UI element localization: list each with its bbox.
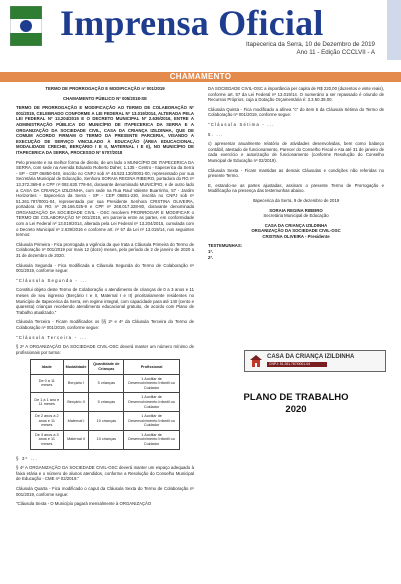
table-row [31,393,180,412]
table-header-cell: Modalidade [63,360,89,374]
clausula-quarta-continued: DA SOCIEDADE CIVIL-OSC a importância per capita de R$ 220,00 (duzentos e vinte reais), conforme art. 57 da Lei Federal nº 13.019/14. O numerário a ser repassado é oriundo de Recursos Próprios, cuja a Dotação Orçamentária é: 3.3.50.39.00. [208,86,385,103]
witness-2: 2ª. [208,254,214,260]
table-cell: Berçário II [63,393,89,412]
clausula-quarta-text: "Cláusula Sexta - O Município pagará mensalmente à ORGANIZAÇÃO [16,501,152,507]
edition-volume: Ano 11 - Edição CCCLVII - A [296,49,375,56]
clausula-quarta: Cláusula Quarta - Fica modificado o caput da Cláusula Sexta do Termo de Colaboração nº 001/2019, conforme segue: [16,486,194,497]
witnesses-label: TESTEMUNHAS: [208,243,243,249]
table-header-row [31,360,180,374]
table-header-cell: Idade [31,360,64,374]
table-cell: 10 crianças [89,430,124,449]
table-row [31,412,180,431]
table-cell: De 0 a 11 meses [31,374,64,393]
clausula-quinta: Cláusula Quinta - Fica modificado a alínea "c" do item 5 da Cláusula Sétima do Termo de Colaboração nº 001/2019, conforme segue: [208,106,384,118]
masthead [0,0,401,60]
table-cell: Maternal I [63,412,89,431]
paragrafo-terceiro: § 3º ... [16,455,38,461]
table-cell: De 1 a 1 ano e 11 meses [31,393,64,412]
staff-ratio-table [30,359,180,449]
table-header-cell: Profissional [124,360,180,374]
signatory-2-org: CASA DA CRIANÇA IZILDINHA [264,222,328,228]
table-cell: Berçário I [63,374,89,393]
house-logo-icon [249,354,263,368]
signatory-1-role: Secretária Municipal de Educação [263,213,329,219]
table-cell: Maternal II [63,430,89,449]
paragrafo-segundo: § 2º A ORGANIZAÇÃO DA SOCIEDADE CIVIL-OSC deverá manter um número mínimo de profissionais por turma: [16,344,194,355]
stamp-cnpj: CNPJ: 51.261.787/0001-04 [267,362,327,367]
table-cell: De 2 anos a 2 anos e 11 meses [31,412,64,431]
header-edge-decoration [387,0,401,60]
clausula-primeira: Cláusula Primeira - Fica prorrogada a vigência da que trata a Cláusula Primeira do Termo de Colaboração nº 001/2019 por mais 12 (doze) meses, pelo período de 2 de janeiro de 2020 a 31 de dezembro de 2020. [16,241,194,259]
clausula-terceira: Cláusula Terceira - Ficam modificados os §§ 2º e 4º da Cláusula Terceira do Termo de Colaboração nº 001/2019, conforme segue: [16,319,194,330]
table-cell: 1 Auxiliar de Desenvolvimento Infantil ou Cuidador [124,374,180,393]
publication-title: Imprensa Oficial [60,3,324,43]
clausula-segunda: Cláusula Segunda - Fica modificada a Cláusula Segunda do Termo de Colaboração nº 001/2019, conforme segue: [16,262,194,274]
work-plan-title [208,392,384,416]
work-plan-year: 2020 [285,404,307,415]
edition-date: Itapecerica da Serra, 10 de Dezembro de 2019 [246,41,375,48]
clausula-segunda-quote: "Cláusula Segunda - ... [16,277,88,283]
closing-paragraph: E, estando-se as partes ajustadas, assinam o presente Termo de Prorrogação e Modificação na presença das testemunhas abaixo. [208,182,384,194]
clausula-terceira-quote: "Cláusula Terceira - ... [16,334,87,340]
table-header-cell: Quantidade de Crianças [89,360,124,374]
item-5: 5. ... [208,131,224,137]
table-cell: 10 crianças [89,412,124,431]
witness-1: 1ª. [208,249,214,255]
item-c: c) apresentar anualmente relatório de atividades desenvolvidas, bem como balanço contábil, atestado de funcionamento, Parecer do Conselho Fiscal e Ata até 31 de janeiro de cada exercício e autorização de funcionamento (conforme Resolução do Conselho Municipal de Educação nº 02/2019). [208,141,384,163]
stamp-org-name: CASA DA CRIANÇA IZILDINHA [267,354,355,360]
paragrafo-quarto: § 4º A ORGANIZAÇÃO DA SOCIEDADE CIVIL-OSC deverá manter um espaço adequado à faixa etária e o número de alunos atendidos, conforme a Resolução do Conselho Municipal de Educação - CME nº 02/2019." [16,465,194,482]
clausula-segunda-text: Constitui objeto deste Termo de Colaboração o atendimento de crianças de 0 a 3 anos e 11 meses de seu ingresso (Berçário I e II, Maternal I e II) prioritariamente residentes no Município de Itapecerica da Serra, em regime integral, com capacidade para até 140 (cento e quarenta) crianças recebendo atendimento educacional gratuito, de acordo com Plano de Trabalho atualizado." [16,287,194,315]
clausula-quinta-quote: "Cláusula Sétima - ... [208,121,275,127]
table-row [31,374,180,393]
document-summary: TERMO DE PRORROGAÇÃO E MODIFICAÇÃO AO TERMO DE COLABORAÇÃO Nº 001/2019, CELEBRADO CONFORME A LEI FEDERAL Nº 13.019/2014, ALTERADA PELA LEI FEDERAL Nº 13.204/2015 E O DECRETO MUNICIPAL Nº 2.639/2016, ENTRE A ADMINISTRAÇÃO PÚBLICA DO MUNICÍPIO DE ITAPECERICA DA SERRA E A ORGANIZAÇÃO DA SOCIEDADE CIVIL, CASA DA CRIANÇA IZILDINHA, QUE DE COMUM ACORDO FIRMAM O TERMO DA PRESENTE PARCERIA, VISANDO A EXECUÇÃO DE SERVIÇO VINCULADO À EDUCAÇÃO (ÁREA EDUCACIONAL, MODALIDADE CRECHE, BERÇÁRIO I E II, MATERNAL I E II), NO MUNICÍPIO DE ITAPECERICA DA SERRA, PROCESSO Nº 5707/2018 [16,105,194,155]
table-cell: 5 crianças [89,393,124,412]
table-cell: 1 Auxiliar de Desenvolvimento Infantil ou Cuidador [124,412,180,431]
document-heading: TERMO DE PRORROGAÇÃO E MODIFICAÇÃO nº 001/2019 [45,86,165,91]
signatory-2-name: CRISTINA OLIVEIRA - Presidente [262,233,330,239]
clausula-sexta: Cláusula Sexta - Ficam mantidas as demais Cláusulas e condições não referidas no presente Termo. [208,167,384,179]
table-row [31,430,180,449]
organization-stamp [244,350,386,372]
place-and-date: Itapecerica da Serra, 9 de dezembro de 2019 [252,197,340,203]
left-column [16,86,194,511]
table-cell: 1 Auxiliar de Desenvolvimento Infantil ou Cuidador [124,393,180,412]
document-subheading: CHAMAMENTO PÚBLICO Nº 005/2018-SE [62,95,148,101]
signatory-1-name: SORAIA REGINA RIBEIRO [269,207,323,213]
table-cell: 5 crianças [89,374,124,393]
section-label: CHAMAMENTO [169,72,232,81]
right-column [208,86,384,260]
table-cell: 1 Auxiliar de Desenvolvimento Infantil ou Cuidador [124,430,180,449]
parties-paragraph: Pelo presente e na melhor forma de direito, de um lado o MUNICÍPIO DE ITAPECERICA DA SERRA, com sede na Avenida Eduardo Roberto Daher, 1.135 - Centro - Itapecerica da Serra - SP - CEP 06850-040, inscrito no CNPJ sob nº 46.523.130/0001-00, representado por sua Secretária Municipal de Educação, Senhora SORAIA REGINA RIBEIRO, portadora do RG nº 13.372.369-8 e CPF nº 092.630.778-94, doravante denominado MUNICÍPIO, e de outro lado a CASA DA CRIANÇA IZILDINHA, com sede na Rua Raul Valente Buarrinho, 57 - Jardim Horizontes - Itapecerica da Serra - SP - CEP 06851-230, inscrita no CNPJ sob nº 51.261.787/0001-04, representada por sua Presidente Senhora CRISTINA OLIVEIRA, portadora do RG nº 29.166.025-9 e CPF nº 268.017.328-80, doravante denominada ORGANIZAÇÃO DA SOCIEDADE CIVIL - OSC resolvem PRORROGAR E MODIFICAR o TERMO DE COLABORAÇÃO Nº 001/2019, em parceria entre as partes, em conformidade com a Lei Federal nº 13.019/2014, alterada pela Lei Federal nº 13.204/2015, cumulada com o Decreto Municipal nº 2.639/2016 e conforme art. nº 57 da Lei nº 13.019/14, nos seguintes termos: [16,159,194,238]
table-cell: De 3 anos a 3 anos e 11 meses [31,430,64,449]
city-flag-icon [10,6,42,46]
signatory-2-org-type: ORGANIZAÇÃO DA SOCIEDADE CIVIL-OSC [251,228,341,234]
work-plan-title-line1: PLANO DE TRABALHO [243,392,349,403]
